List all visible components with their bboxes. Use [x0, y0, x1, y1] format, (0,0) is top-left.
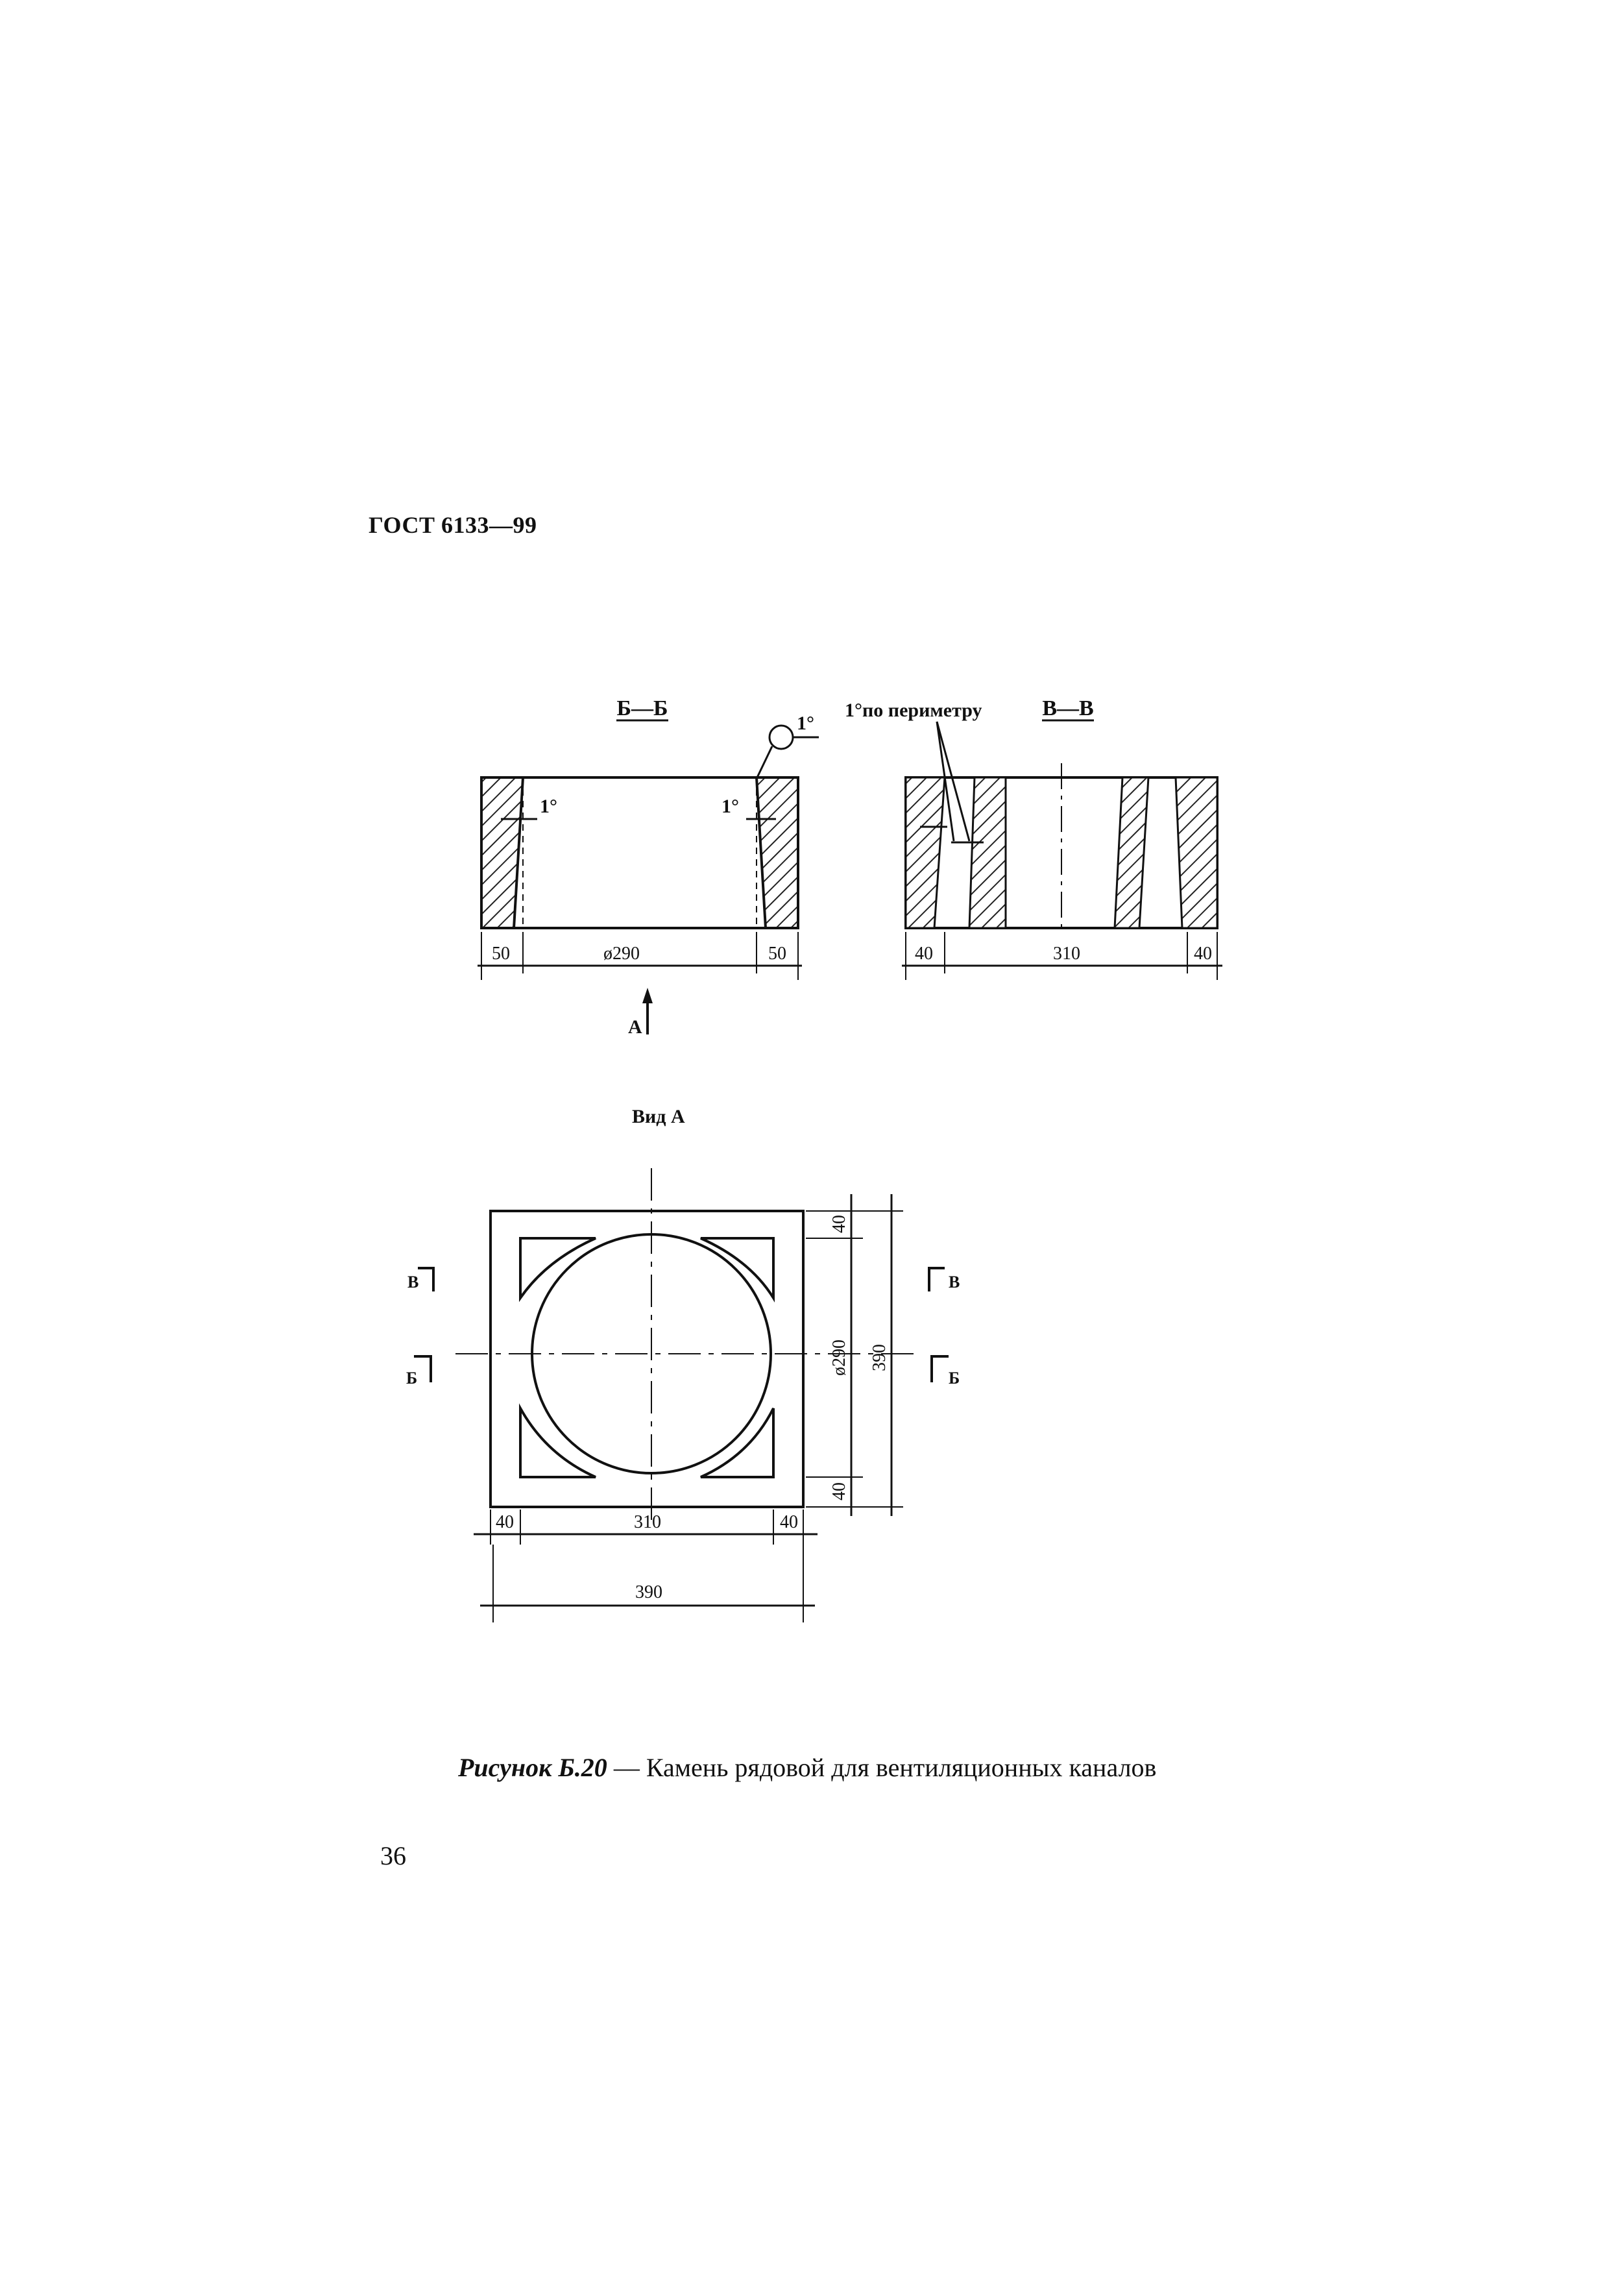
section-bb-dim-right: 50	[768, 944, 786, 964]
view-a	[406, 1106, 960, 1622]
section-vv	[845, 696, 1222, 980]
section-bb-dim-left: 50	[492, 944, 510, 964]
section-bb-view-arrow: А	[628, 1016, 642, 1038]
section-vv-left-rib	[969, 777, 1006, 928]
view-arrow-icon	[642, 988, 653, 1003]
view-a-dim-bottom-left: 40	[496, 1512, 514, 1532]
section-vv-left-wall	[906, 777, 945, 928]
figure-caption-label: Рисунок Б.20	[458, 1753, 607, 1782]
view-a-cut-b-left: Б	[406, 1369, 418, 1388]
view-a-corner-channel-br	[701, 1408, 773, 1477]
section-vv-dim-right: 40	[1194, 944, 1212, 964]
view-a-dim-bottom-center: 310	[634, 1512, 661, 1532]
view-a-cut-v-left: В	[407, 1273, 419, 1291]
view-a-title: Вид А	[632, 1106, 685, 1127]
section-bb	[478, 696, 819, 1038]
view-a-dim-bottom-total: 390	[635, 1582, 662, 1602]
section-vv-perimeter-note: 1°по периметру	[845, 700, 982, 721]
section-vv-right-rib	[1115, 777, 1148, 928]
view-a-corner-channel-tl	[520, 1238, 596, 1298]
view-a-outer-contour	[491, 1211, 803, 1507]
section-vv-right-wall	[1176, 777, 1217, 928]
section-bb-dim-center: ø290	[603, 944, 640, 964]
detail-circle-icon	[770, 726, 793, 749]
section-vv-title: В—В	[1042, 696, 1094, 720]
view-a-corner-channel-bl	[520, 1408, 596, 1477]
section-bb-right-wall	[757, 777, 798, 928]
section-vv-dim-center: 310	[1053, 944, 1080, 964]
view-a-dim-right-bottom: 40	[829, 1482, 849, 1500]
page-number: 36	[380, 1841, 406, 1870]
figure-caption	[458, 1752, 1156, 1783]
figure-caption-text: — Камень рядовой для вентиляционных каналов	[607, 1753, 1157, 1782]
section-bb-left-wall	[481, 777, 523, 928]
standard-header: ГОСТ 6133—99	[369, 512, 537, 538]
section-bb-title: Б—Б	[616, 696, 668, 720]
section-bb-detail-mark: 1°	[797, 713, 814, 734]
section-bb-slope-right: 1°	[721, 796, 739, 817]
view-a-corner-channel-tr	[701, 1238, 773, 1298]
view-a-dim-right-top: 40	[829, 1215, 849, 1233]
view-a-cut-b-right: Б	[949, 1369, 960, 1388]
view-a-dim-right-total: 390	[869, 1344, 890, 1371]
view-a-dim-bottom-right: 40	[780, 1512, 798, 1532]
view-a-cut-v-right: В	[949, 1273, 960, 1291]
view-a-dim-right-diameter: ø290	[829, 1339, 849, 1376]
section-bb-slope-left: 1°	[540, 796, 557, 817]
section-vv-dim-left: 40	[915, 944, 933, 964]
